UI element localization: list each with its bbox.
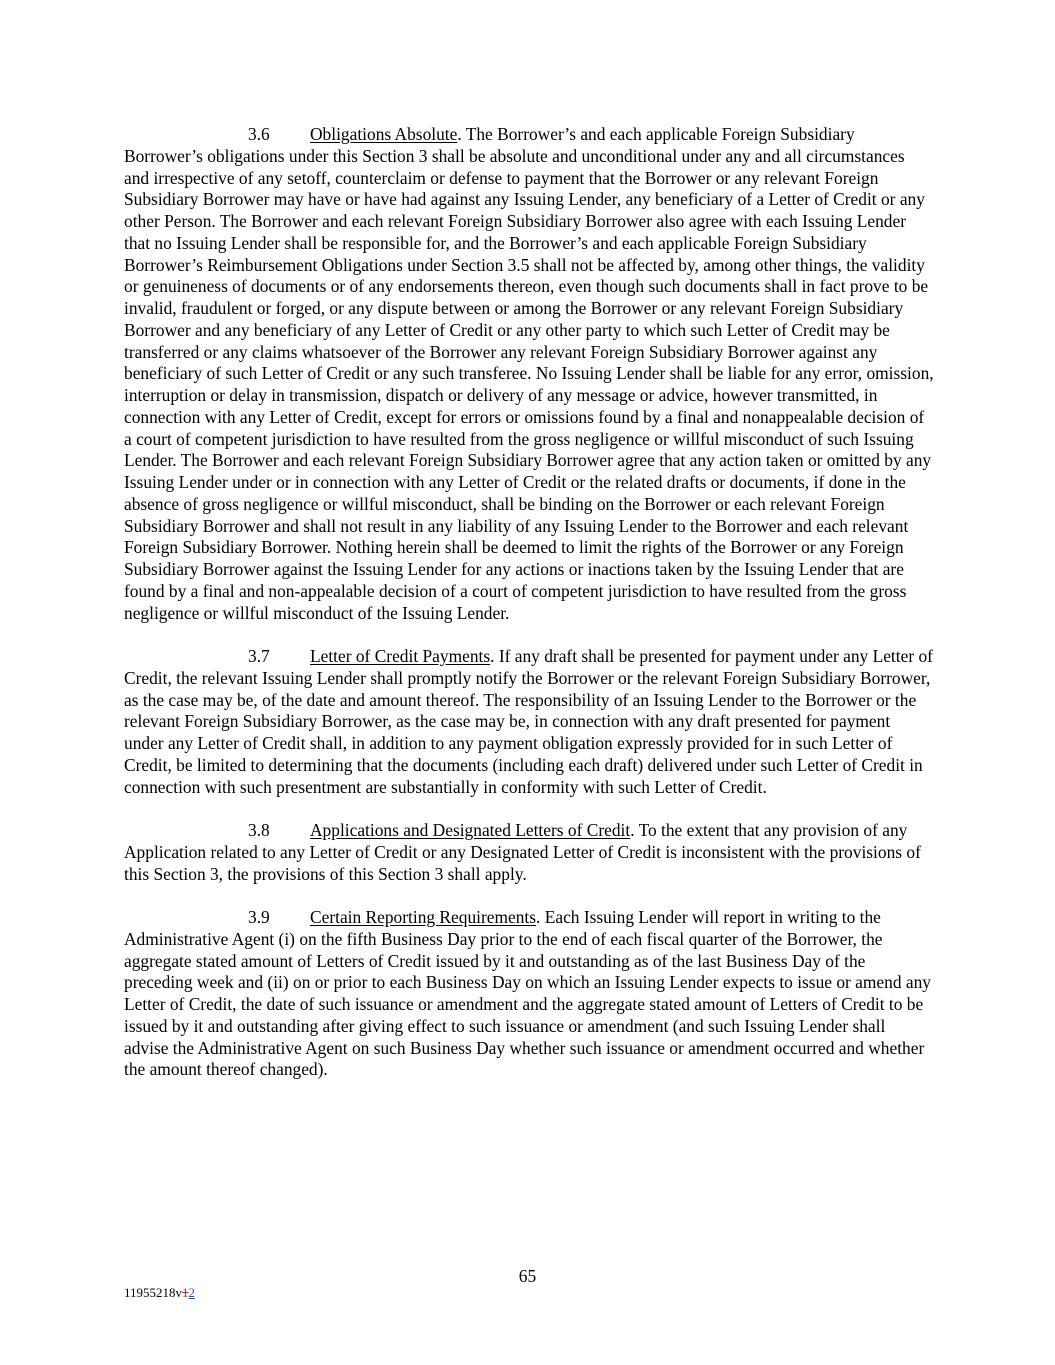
section-body-text: . The Borrower’s and each applicable Foreign Subsidiary Borrower’s obligations under this Section 3 shall be absolute and unconditional under any and all circumstances and irrespective of any setoff, counterclaim or defense to payment that the Borrower or any relevant Foreign Subsidiary Borrower may have or have had against any Issuing Lender, any beneficiary of a Letter of Credit or any other Person. The Borrower and each relevant Foreign Subsidiary Borrower also agree with each Issuing Lender that no Issuing Lender shall be responsible for, and the Borrower’s and each applicable Foreign Subsidiary Borrower’s Reimbursement Obligations under Section 3.5 shall not be affected by, among other things, the validity or genuineness of documents or of any endorsements thereon, even though such documents shall in fact prove to be invalid, fraudulent or forged, or any dispute between or among the Borrower or any relevant Foreign Subsidiary Borrower and any beneficiary of any Letter of Credit or any other party to which such Letter of Credit may be transferred or any claims whatsoever of the Borrower any relevant Foreign Subsidiary Borrower against any beneficiary of such Letter of Credit or any such transferee. No Issuing Lender shall be liable for any error, omission, interruption or delay in transmission, dispatch or delivery of any message or advice, however transmitted, in connection with any Letter of Credit, except for errors or omissions found by a final and nonappealable decision of a court of competent jurisdiction to have resulted from the gross negligence or willful misconduct of such Issuing Lender. The Borrower and each relevant Foreign Subsidiary Borrower agree that any action taken or omitted by any Issuing Lender under or in connection with any Letter of Credit or the related drafts or documents, if done in the absence of gross negligence or willful misconduct, shall be binding on the Borrower or each relevant Foreign Subsidiary Borrower and shall not result in any liability of any Issuing Lender to the Borrower and each relevant Foreign Subsidiary Borrower. Nothing herein shall be deemed to limit the rights of the Borrower or any Foreign Subsidiary Borrower against the Issuing Lender for any actions or inactions taken by the Issuing Lender that are found by a final and non-appealable decision of a court of competent jurisdiction to have resulted from the gross negligence or willful misconduct of the Issuing Lender. — [124, 124, 934, 623]
document-id — [124, 1285, 195, 1301]
document-body — [124, 124, 934, 1103]
doc-id-prefix: 11955218v — [124, 1285, 183, 1300]
section-3-9 — [124, 907, 934, 1081]
section-paragraph — [124, 646, 934, 798]
section-number: 3.8 — [248, 820, 270, 840]
section-3-7 — [124, 646, 934, 798]
section-number: 3.9 — [248, 907, 270, 927]
section-3-8 — [124, 820, 934, 885]
doc-id-inserted-version: 2 — [188, 1285, 196, 1300]
section-heading: Letter of Credit Payments — [310, 646, 491, 666]
section-heading: Certain Reporting Requirements — [310, 907, 537, 927]
section-heading: Applications and Designated Letters of Credit — [310, 820, 631, 840]
section-body-text: . Each Issuing Lender will report in writing to the Administrative Agent (i) on the fifth Business Day prior to the end of each fiscal quarter of the Borrower, the aggregate stated amount of Letters of Credit issued by it and outstanding as of the last Business Day of the preceding week and (ii) on or prior to each Business Day on which an Issuing Lender expects to issue or amend any Letter of Credit, the date of such issuance or amendment and the aggregate stated amount of Letters of Credit to be issued by it and outstanding after giving effect to such issuance or amendment (and such Issuing Lender shall advise the Administrative Agent on such Business Day whether such issuance or amendment occurred and whether the amount thereof changed). — [124, 907, 931, 1080]
section-body-text: . To the extent that any provision of any Application related to any Letter of Credit or any Designated Letter of Credit is inconsistent with the provisions of this Section 3, the provisions of this Section 3 shall apply. — [124, 820, 921, 884]
section-3-6 — [124, 124, 934, 624]
doc-id-deleted-version: 1 — [182, 1285, 189, 1300]
section-body-text: . If any draft shall be presented for payment under any Letter of Credit, the relevant Issuing Lender shall promptly notify the Borrower or the relevant Foreign Subsidiary Borrower, as the case may be, of the date and amount thereof. The responsibility of an Issuing Lender to the Borrower or the relevant Foreign Subsidiary Borrower, as the case may be, in connection with any draft presented for payment under any Letter of Credit shall, in addition to any payment obligation expressly provided for in such Letter of Credit, be limited to determining that the documents (including each draft) delivered under such Letter of Credit in connection with such presentment are substantially in conformity with such Letter of Credit. — [124, 646, 933, 797]
section-heading: Obligations Absolute — [310, 124, 458, 144]
section-number: 3.6 — [248, 124, 270, 144]
section-paragraph — [124, 124, 934, 624]
section-paragraph — [124, 820, 934, 885]
page-number: 65 — [518, 1266, 537, 1286]
section-number: 3.7 — [248, 646, 270, 666]
section-paragraph — [124, 907, 934, 1081]
